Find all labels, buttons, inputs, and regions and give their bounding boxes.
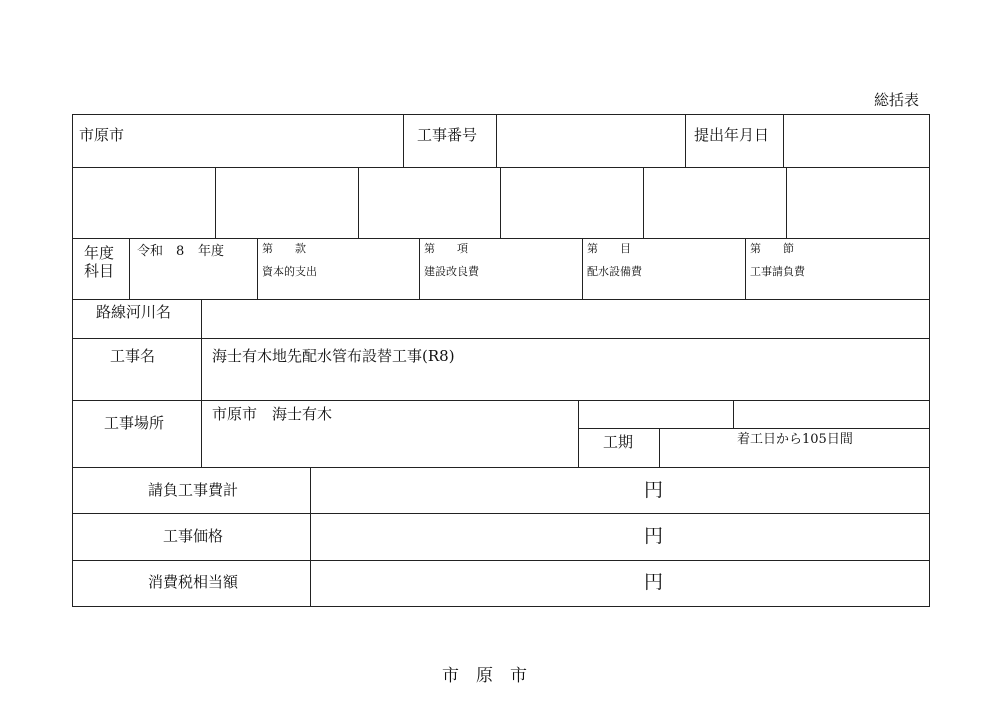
budget-setsu-value: 工事請負費 bbox=[750, 265, 805, 278]
cost-construction-price-unit: 円 bbox=[644, 525, 664, 547]
document-title: 総括表 bbox=[874, 91, 920, 109]
budget-kan-value: 資本的支出 bbox=[262, 265, 317, 278]
budget-era: 令和 bbox=[137, 244, 164, 259]
construction-name-value: 海士有木地先配水管布設替工事(R8) bbox=[212, 347, 455, 365]
period-value: 着工日から105日間 bbox=[737, 432, 853, 447]
period-label: 工期 bbox=[603, 433, 634, 451]
budget-kou-value: 建設改良費 bbox=[424, 265, 479, 278]
cost-consumption-tax-unit: 円 bbox=[644, 571, 664, 593]
submission-date-label: 提出年月日 bbox=[694, 126, 770, 144]
budget-moku-value: 配水設備費 bbox=[587, 265, 642, 278]
budget-year-suffix: 年度 bbox=[198, 244, 225, 259]
municipality-name: 市原市 bbox=[79, 126, 125, 144]
budget-moku-label: 第 目 bbox=[587, 242, 631, 255]
budget-year: 8 bbox=[176, 244, 185, 259]
cost-contract-total-unit: 円 bbox=[644, 479, 664, 501]
budget-setsu-label: 第 節 bbox=[750, 242, 794, 255]
cost-contract-total-label: 請負工事費計 bbox=[148, 481, 239, 499]
cost-construction-price-label: 工事価格 bbox=[163, 527, 224, 545]
cost-consumption-tax-label: 消費税相当額 bbox=[148, 573, 239, 591]
construction-site-label: 工事場所 bbox=[104, 414, 165, 432]
budget-kan-label: 第 款 bbox=[262, 242, 306, 255]
construction-name-label: 工事名 bbox=[110, 347, 156, 365]
construction-number-label: 工事番号 bbox=[417, 126, 478, 144]
construction-site-value: 市原市 海士有木 bbox=[212, 405, 333, 423]
budget-label-subject: 科目 bbox=[84, 262, 115, 280]
budget-kou-label: 第 項 bbox=[424, 242, 468, 255]
route-river-label: 路線河川名 bbox=[96, 303, 172, 321]
budget-label-year: 年度 bbox=[84, 244, 115, 262]
footer-municipality: 市 原 市 bbox=[442, 666, 527, 686]
